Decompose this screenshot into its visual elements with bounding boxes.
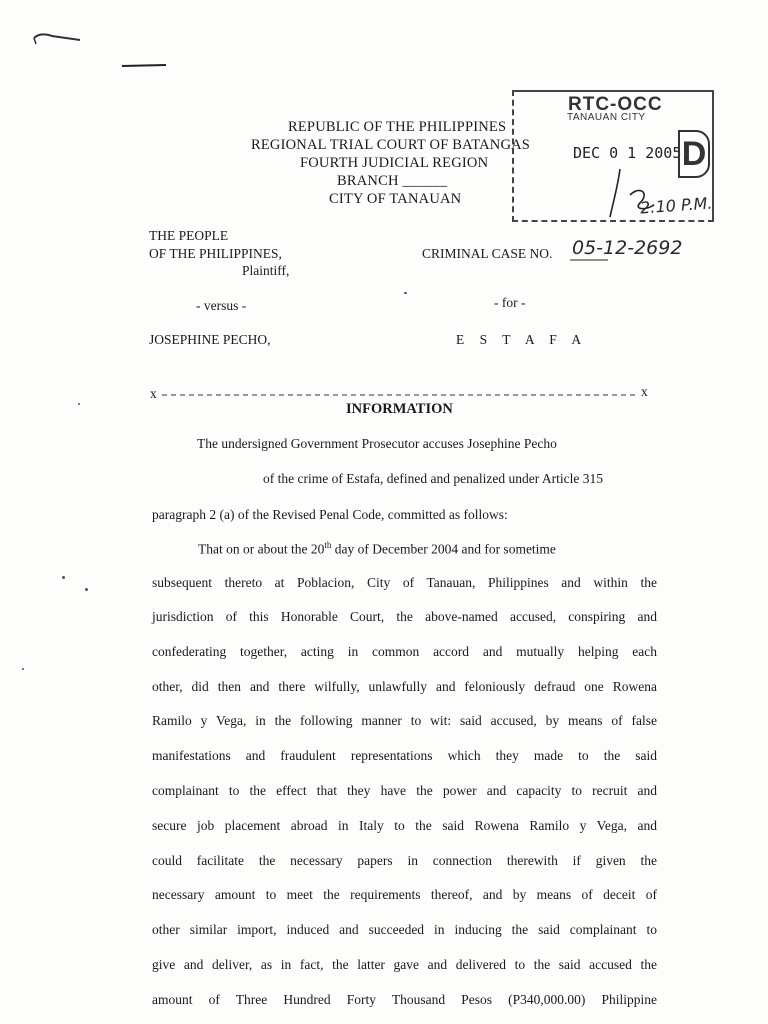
- caption-versus: - versus -: [196, 298, 247, 313]
- body-line-6: jurisdiction of this Honorable Court, the above-named accused, conspiring and: [152, 609, 657, 624]
- information-title: INFORMATION: [346, 401, 453, 417]
- caption-accused: JOSEPHINE PECHO,: [149, 332, 271, 347]
- scan-speck: [404, 292, 407, 294]
- stamp-city: TANAUAN CITY: [567, 112, 646, 123]
- body-line-5: subsequent thereto at Poblacion, City of Tanauan, Philippines and within the: [152, 575, 657, 590]
- caption-offense: E S T A F A: [456, 332, 588, 347]
- header-branch: BRANCH ______: [337, 173, 448, 189]
- body-line-13: could facilitate the necessary papers in connection therewith if given the: [152, 853, 657, 868]
- handwritten-signature: [600, 165, 660, 225]
- caption-plaintiff-role: Plaintiff,: [242, 263, 290, 278]
- staple-mark: [30, 28, 90, 48]
- stamp-date: DEC 0 1 2005: [573, 144, 682, 162]
- header-republic: REPUBLIC OF THE PHILIPPINES: [288, 119, 507, 135]
- body-line-3: paragraph 2 (a) of the Revised Penal Code, committed as follows:: [152, 507, 508, 522]
- header-city: CITY OF TANAUAN: [329, 191, 462, 207]
- pen-mark: [120, 62, 170, 70]
- separator-right-x: x: [641, 384, 648, 399]
- body-line-4-start: That on or about the 20: [198, 541, 325, 557]
- body-line-11: complainant to the effect that they have the power and capacity to recruit and: [152, 783, 657, 798]
- body-line-12: secure job placement abroad in Italy to the said Rowena Ramilo y Vega, and: [152, 818, 657, 833]
- scan-speck: [22, 668, 24, 670]
- caption-plaintiff-line2: OF THE PHILIPPINES,: [149, 246, 282, 261]
- body-line-4: [198, 540, 556, 558]
- body-line-1: The undersigned Government Prosecutor accuses Josephine Pecho: [197, 436, 557, 451]
- body-line-4-ordinal: th: [324, 540, 332, 550]
- case-number-handwritten: 05-12-2692: [572, 237, 683, 259]
- body-line-17: amount of Three Hundred Forty Thousand Pesos (P340,000.00) Philippine: [152, 992, 657, 1007]
- body-line-8: other, did then and there wilfully, unlawfully and feloniously defraud one Rowena: [152, 679, 657, 694]
- body-line-4-end: day of December 2004 and for sometime: [331, 541, 556, 557]
- caption-plaintiff-line1: THE PEOPLE: [149, 228, 229, 243]
- body-line-16: give and deliver, as in fact, the latter gave and delivered to the said accused the: [152, 957, 657, 972]
- body-line-2: of the crime of Estafa, defined and penalized under Article 315: [263, 471, 603, 486]
- separator-left-x: x: [150, 386, 157, 401]
- stamp-letter: D: [678, 130, 710, 178]
- scan-speck: [78, 403, 80, 405]
- header-court: REGIONAL TRIAL COURT OF BATANGAS: [251, 137, 531, 153]
- body-line-7: confederating together, acting in common accord and mutually helping each: [152, 644, 657, 659]
- separator-dashes: [162, 393, 638, 397]
- case-number-label: CRIMINAL CASE NO.: [422, 246, 553, 261]
- header-region: FOURTH JUDICIAL REGION: [300, 155, 489, 171]
- body-line-10: manifestations and fraudulent representations which they made to the said: [152, 748, 657, 763]
- stamp-court: RTC-OCC: [568, 94, 663, 115]
- caption-for: - for -: [494, 295, 526, 310]
- body-line-14: necessary amount to meet the requirements thereof, and by means of deceit of: [152, 887, 657, 902]
- scan-speck: [62, 576, 65, 579]
- scan-speck: [85, 588, 88, 591]
- body-line-9: Ramilo y Vega, in the following manner to wit: said accused, by means of false: [152, 713, 657, 728]
- stamp-handwritten-time: 2:10 P.M.: [639, 193, 714, 218]
- body-line-15: other similar import, induced and succeeded in inducing the said complainant to: [152, 922, 657, 937]
- case-number-underline: [570, 258, 610, 262]
